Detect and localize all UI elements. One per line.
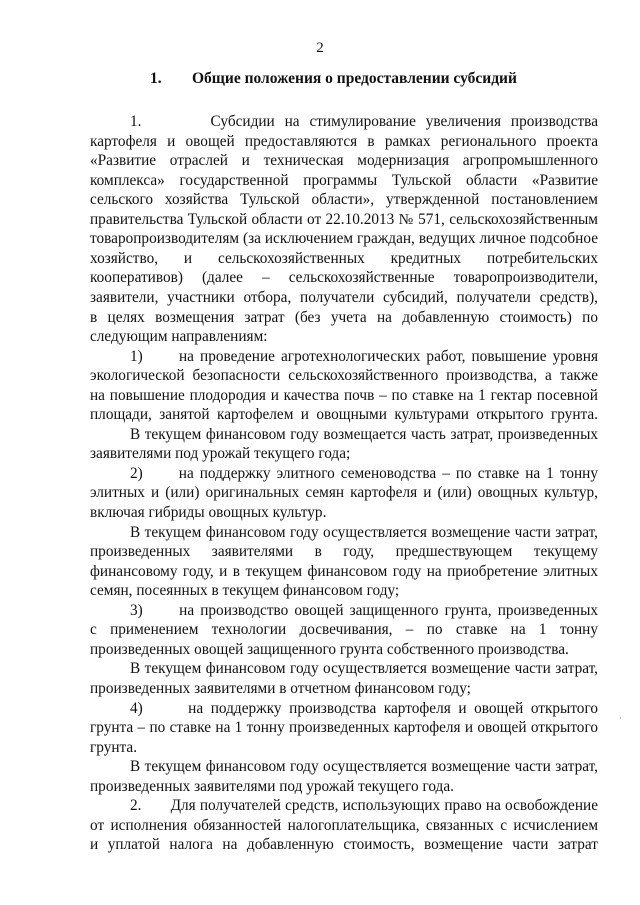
margin-mark: ·: [619, 713, 622, 723]
text-line: комплекса» государственной программы Тульской области «Развитие: [90, 171, 598, 189]
text-line: «Развитие отраслей и техническая модернизация агропромышленного: [90, 152, 598, 170]
text-line: с применением технологии досвечивания, – по ставке на 1 тонну: [90, 621, 598, 639]
page-number: 2: [316, 40, 324, 56]
text-line: 1) на проведение агротехнологических работ, повышение уровня: [130, 347, 598, 365]
text-line: В текущем финансовом году осуществляется возмещение части затрат,: [130, 523, 598, 541]
text-line: грунта – по ставке на 1 тонну произведенных картофеля и овощей открытого: [90, 719, 598, 737]
text-line: экологической безопасности сельскохозяйственного производства, а также: [90, 367, 598, 385]
text-line: произведенных заявителями в году, предшествующем текущему: [90, 543, 598, 561]
text-line: на повышение плодородия и качества почв – по ставке на 1 гектар посевной: [90, 386, 598, 404]
text-line: заявители, участники отбора, получатели субсидий, получатели средств),: [90, 289, 598, 306]
text-line: произведенных заявителями в отчетном финансовом году;: [90, 680, 471, 697]
section-title: Общие положения о предоставлении субсидий: [192, 70, 517, 87]
text-line: В текущем финансовом году осуществляется возмещение части затрат,: [130, 758, 598, 776]
text-line: заявителями под урожай текущего года;: [90, 445, 351, 463]
text-line: 1. Субсидии на стимулирование увеличения производства: [130, 113, 598, 130]
text-line: грунта.: [90, 738, 138, 756]
text-line: 3) на производство овощей защищенного грунта, произведенных: [130, 601, 598, 619]
text-line: включая гибриды овощных культур.: [90, 504, 327, 521]
text-line: семян, посеянных в текущем финансовом году;: [90, 582, 400, 600]
text-line: произведенных заявителями под урожай текущего года.: [90, 777, 454, 795]
text-line: сельского хозяйства Тульской области», утвержденной постановлением: [90, 191, 598, 209]
text-line: следующим направлениям:: [90, 328, 268, 346]
section-heading: [150, 70, 517, 88]
text-line: произведенных овощей защищенного грунта собственного производства.: [90, 640, 569, 658]
text-line: хозяйство, и сельскохозяйственных кредитных потребительских: [90, 249, 598, 267]
text-line: и уплатой налога на добавленную стоимость, возмещение части затрат: [90, 836, 598, 854]
text-line: В текущем финансовом году осуществляется возмещение части затрат,: [130, 660, 598, 678]
text-line: правительства Тульской области от 22.10.2013 № 571, сельскохозяйственным: [90, 210, 598, 228]
text-line: финансовому году, и в текущем финансовом году на приобретение элитных: [90, 562, 598, 580]
text-line: в целях возмещения затрат (без учета на добавленную стоимость) по: [90, 308, 598, 326]
text-line: В текущем финансовом году возмещается часть затрат, произведенных: [130, 425, 598, 443]
section-number: 1.: [150, 70, 162, 87]
text-line: кооперативов) (далее – сельскохозяйственные товаропроизводители,: [90, 269, 598, 287]
text-line: 2. Для получателей средств, использующих право на освобождение: [130, 797, 598, 815]
text-line: картофеля и овощей предоставляются в рамках регионального проекта: [90, 132, 598, 150]
text-line: от исполнения обязанностей налогоплательщика, связанных с исчислением: [90, 816, 598, 834]
text-line: 4) на поддержку производства картофеля и овощей открытого: [130, 699, 598, 717]
text-line: элитных и (или) оригинальных семян картофеля и (или) овощных культур,: [90, 484, 598, 502]
text-line: 2) на поддержку элитного семеноводства – по ставке на 1 тонну: [130, 464, 598, 482]
text-line: товаропроизводителям (за исключением граждан, ведущих личное подсобное: [90, 230, 598, 248]
text-line: площади, занятой картофелем и овощными культурами открытого грунта.: [90, 406, 598, 424]
